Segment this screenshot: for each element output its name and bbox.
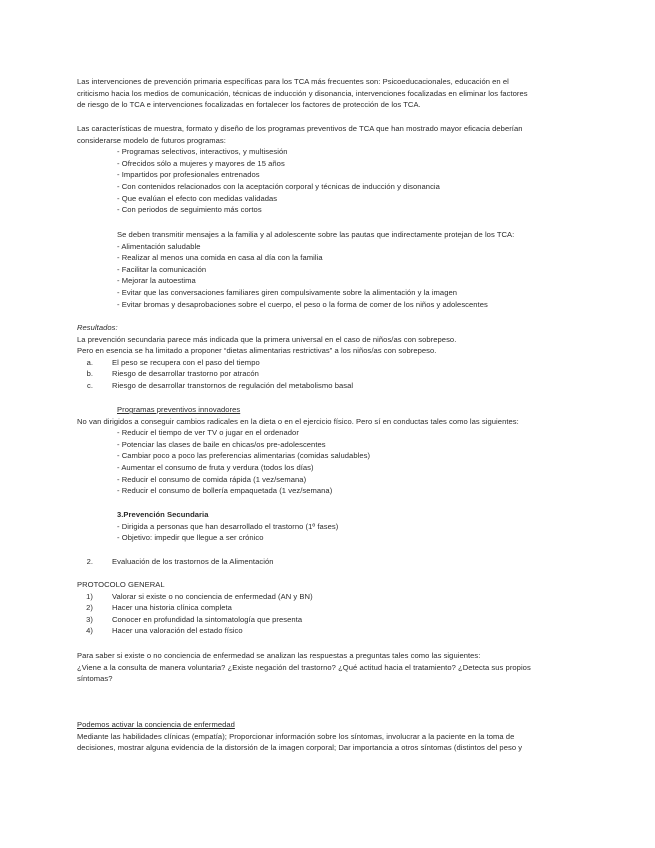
section-heading: Podemos activar la conciencia de enfermedad xyxy=(77,720,235,729)
intro-paragraph xyxy=(77,76,577,111)
list-item: - Realizar al menos una comida en casa al día con la familia xyxy=(117,253,323,263)
paragraph-line: Las características de muestra, formato y diseño de los programas preventivos de TCA que han mostrado mayor eficacia deberían xyxy=(77,124,523,133)
list-item: - Con periodos de seguimiento más cortos xyxy=(117,205,262,215)
list-item: - Que evalúan el efecto con medidas validadas xyxy=(117,193,278,203)
paragraph-line: Las intervenciones de prevención primaria específicas para los TCA más frecuentes son: Psicoeducacionales, educación en el xyxy=(77,77,509,86)
paragraph-line: Se deben transmitir mensajes a la familia y al adolescente sobre las pautas que indirectamente protejan de los TCA: xyxy=(117,230,515,239)
list-item: b. Riesgo de desarrollar trastorno por atracón xyxy=(86,369,259,379)
list-item: - Programas selectivos, interactivos, y multisesión xyxy=(117,147,288,157)
paragraph-line: criticismo hacia los medios de comunicación, técnicas de inducción y disonancia, intervenciones focalizadas en eliminar los factores xyxy=(77,88,528,98)
paragraph-line: Pero en esencia se ha limitado a proponer “dietas alimentarias restrictivas” a los niños/as con sobrepeso. xyxy=(77,346,437,356)
paragraph-line: ¿Viene a la consulta de manera voluntaria? ¿Existe negación del trastorno? ¿Qué actitud hacia el tratamiento? ¿Detecta sus propios xyxy=(77,662,531,672)
section-heading: PROTOCOLO GENERAL xyxy=(77,580,165,589)
characteristics-section xyxy=(77,123,577,216)
list-item: - Cambiar poco a poco las preferencias alimentarias (comidas saludables) xyxy=(117,451,371,461)
list-item: - Objetivo: impedir que llegue a ser crónico xyxy=(117,533,264,543)
list-item: - Reducir el consumo de bollería empaquetada (1 vez/semana) xyxy=(117,486,333,496)
list-item: - Impartidos por profesionales entrenados xyxy=(117,170,260,180)
list-item: - Con contenidos relacionados con la aceptación corporal y técnicas de inducción y disonancia xyxy=(117,181,440,191)
paragraph-line: Mediante las habilidades clínicas (empatía); Proporcionar información sobre los síntomas, involucrar a la paciente en la toma de xyxy=(77,731,515,741)
list-item: c. Riesgo de desarrollar transtornos de regulación del metabolismo basal xyxy=(86,380,354,390)
evaluation-heading: 2. Evaluación de los trastornos de la Alimentación xyxy=(86,557,274,566)
secondary-prevention-section xyxy=(77,509,577,544)
list-item: - Facilitar la comunicación xyxy=(117,264,207,274)
awareness-paragraph xyxy=(77,650,577,685)
list-item: - Ofrecidos sólo a mujeres y mayores de 15 años xyxy=(117,158,285,168)
list-item: - Mejorar la autoestima xyxy=(117,276,196,286)
list-item: - Evitar bromas y desaprobaciones sobre el cuerpo, el peso o la forma de comer de los niños y adolescentes xyxy=(117,299,488,309)
innovative-programs-section xyxy=(77,404,577,497)
list-item: - Reducir el tiempo de ver TV o jugar en el ordenador xyxy=(117,428,299,438)
list-item: 4) Hacer una valoración del estado físico xyxy=(86,626,243,636)
paragraph-line: de riesgo de lo TCA e intervenciones focalizadas en fortalecer los factores de protección de los TCA. xyxy=(77,100,421,110)
list-item: - Dirigida a personas que han desarrollado el trastorno (1º fases) xyxy=(117,521,339,531)
list-item: 1) Valorar si existe o no conciencia de enfermedad (AN y BN) xyxy=(86,591,313,601)
section-heading: 3.Prevención Secundaria xyxy=(117,510,209,519)
list-item: - Potenciar las clases de baile en chicas/os pre-adolescentes xyxy=(117,439,326,449)
protocol-section xyxy=(77,579,577,637)
family-section xyxy=(77,229,577,310)
paragraph-line: La prevención secundaria parece más indicada que la primera universal en el caso de niños/as con sobrepeso. xyxy=(77,334,457,344)
list-item: - Reducir el consumo de comida rápida (1 vez/semana) xyxy=(117,474,307,484)
section-heading: Resultados: xyxy=(77,323,118,332)
list-item: a. El peso se recupera con el paso del tiempo xyxy=(86,357,260,367)
paragraph-line: considerarse modelo de futuros programas: xyxy=(77,135,226,145)
paragraph-line: decisiones, mostrar alguna evidencia de la distorsión de la imagen corporal; Dar importancia a otros síntomas (distintos del peso y xyxy=(77,743,523,753)
activate-awareness-section xyxy=(77,719,577,754)
paragraph-line: Para saber si existe o no conciencia de enfermedad se analizan las respuestas a preguntas tales como las siguientes: xyxy=(77,651,481,660)
paragraph-line: síntomas? xyxy=(77,674,113,684)
list-item: - Evitar que las conversaciones familiares giren compulsivamente sobre la alimentación y la imagen xyxy=(117,287,458,297)
list-item: 2) Hacer una historia clínica completa xyxy=(86,603,232,613)
list-item: - Aumentar el consumo de fruta y verdura (todos los días) xyxy=(117,462,314,472)
results-section xyxy=(77,322,577,392)
paragraph-line: No van dirigidos a conseguir cambios radicales en la dieta o en el ejercicio físico. Pero sí en conductas tales como las siguientes: xyxy=(77,416,519,426)
section-heading: Programas preventivos innovadores xyxy=(117,405,241,414)
list-item: 3) Conocer en profundidad la sintomatología que presenta xyxy=(86,614,303,624)
list-item: - Alimentación saludable xyxy=(117,241,201,251)
